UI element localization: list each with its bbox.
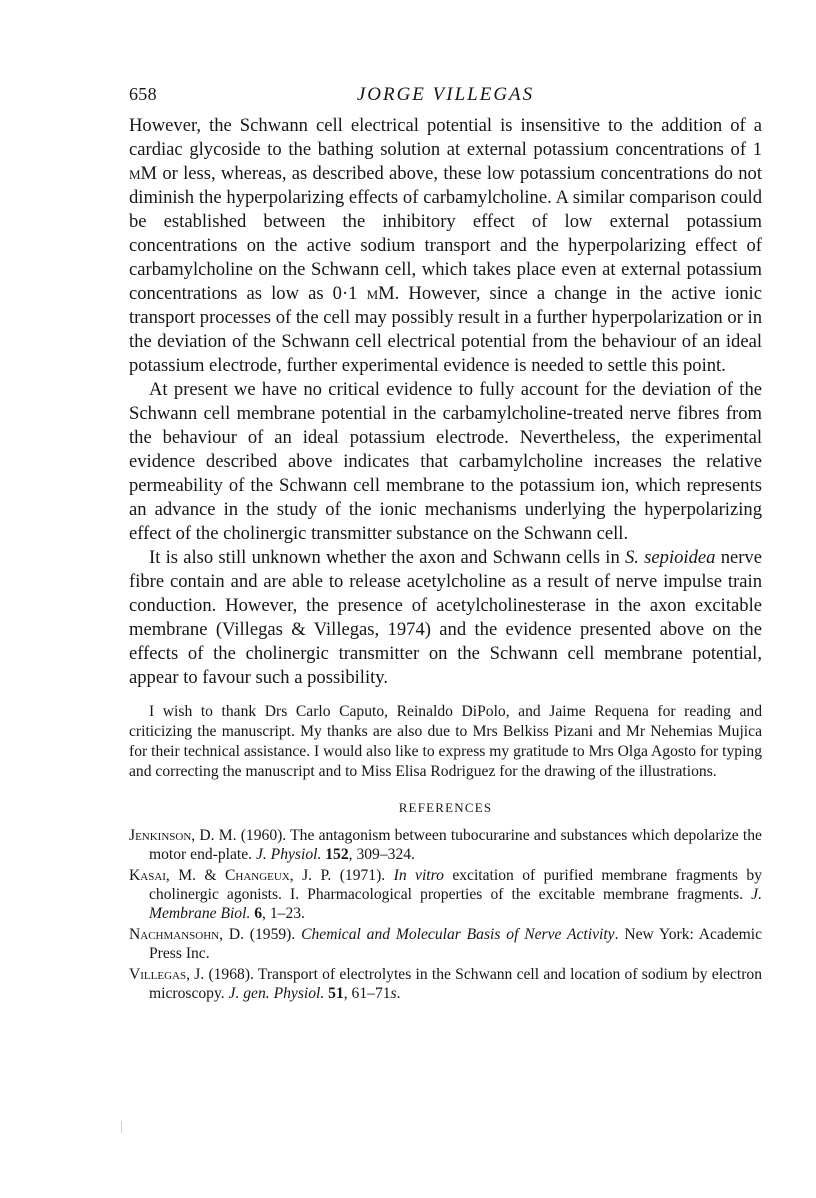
paragraph-3: It is also still unknown whether the axon and Schwann cells in S. sepioidea nerve fibre contain and are able to release acetylcholine as a result of nerve impulse train conduction. However, the presence of acetylcholinesterase in the axon excitable membrane (Villegas & Villegas, 1974) and the evidence presented above on the effects of the cholinergic transmitter on the Schwann cell membrane potential, appear to favour such a possibility. bbox=[129, 547, 762, 688]
page-number: 658 bbox=[129, 84, 157, 104]
scan-margin-mark bbox=[121, 1121, 122, 1133]
acknowledgements: I wish to thank Drs Carlo Caputo, Reinaldo DiPolo, and Jaime Requena for reading and criticizing the manuscript. My thanks are also due to Mrs Belkiss Pizani and Mr Nehemias Mujica for their technical assistance. I would also like to express my gratitude to Mrs Olga Agosto for typing and correcting the manuscript and to Miss Elisa Rodriguez for the drawing of the illustrations. bbox=[129, 703, 762, 780]
paragraph-2: At present we have no critical evidence to fully account for the deviation of the Schwann cell membrane potential in the carbamylcholine-treated nerve fibres from the behaviour of an ideal potassium electrode. Nevertheless, the experimental evidence described above indicates that carbamylcholine increases the relative permeability of the Schwann cell membrane to the potassium ion, which represents an advance in the study of the ionic mechanisms underlying the hyperpolarizing effect of the cholinergic transmitter substance on the Schwann cell. bbox=[129, 379, 762, 544]
running-title: JORGE VILLEGAS bbox=[356, 84, 535, 105]
reference-item: Kasai, M. & Changeux, J. P. (1971). In vitro excitation of purified membrane fragments by cholinergic agonists. I. Pharmacological properties of the excitable membrane fragments. J. Membrane Biol. 6, 1–23. bbox=[129, 867, 762, 922]
page-header bbox=[129, 84, 762, 114]
reference-item: Jenkinson, D. M. (1960). The antagonism between tubocurarine and substances which depolarize the motor end-plate. J. Physiol. 152, 309–324. bbox=[129, 827, 762, 863]
page bbox=[129, 84, 762, 1005]
paragraph-1: However, the Schwann cell electrical potential is insensitive to the addition of a cardiac glycoside to the bathing solution at external potassium concentrations of 1 mM or less, whereas, as described above, these low potassium concentrations do not diminish the hyperpolarizing effects of carbamylcholine. A similar comparison could be established between the inhibitory effect of low external potassium concentrations on the active sodium transport and the hyperpolarizing effect of carbamylcholine on the Schwann cell, which takes place even at external potassium concentrations as low as 0·1 mM. However, since a change in the active ionic transport processes of the cell may possibly result in a further hyperpolarization or in the deviation of the Schwann cell electrical potential from the behaviour of an ideal potassium electrode, further experimental evidence is needed to settle this point. bbox=[129, 115, 762, 376]
references-list bbox=[129, 826, 762, 1003]
body-text bbox=[129, 114, 762, 690]
references-heading: REFERENCES bbox=[398, 800, 493, 815]
reference-item: Villegas, J. (1968). Transport of electrolytes in the Schwann cell and location of sodium by electron microscopy. J. gen. Physiol. 51, 61–71s. bbox=[129, 966, 762, 1002]
reference-item: Nachmansohn, D. (1959). Chemical and Molecular Basis of Nerve Activity. New York: Academic Press Inc. bbox=[129, 926, 762, 962]
